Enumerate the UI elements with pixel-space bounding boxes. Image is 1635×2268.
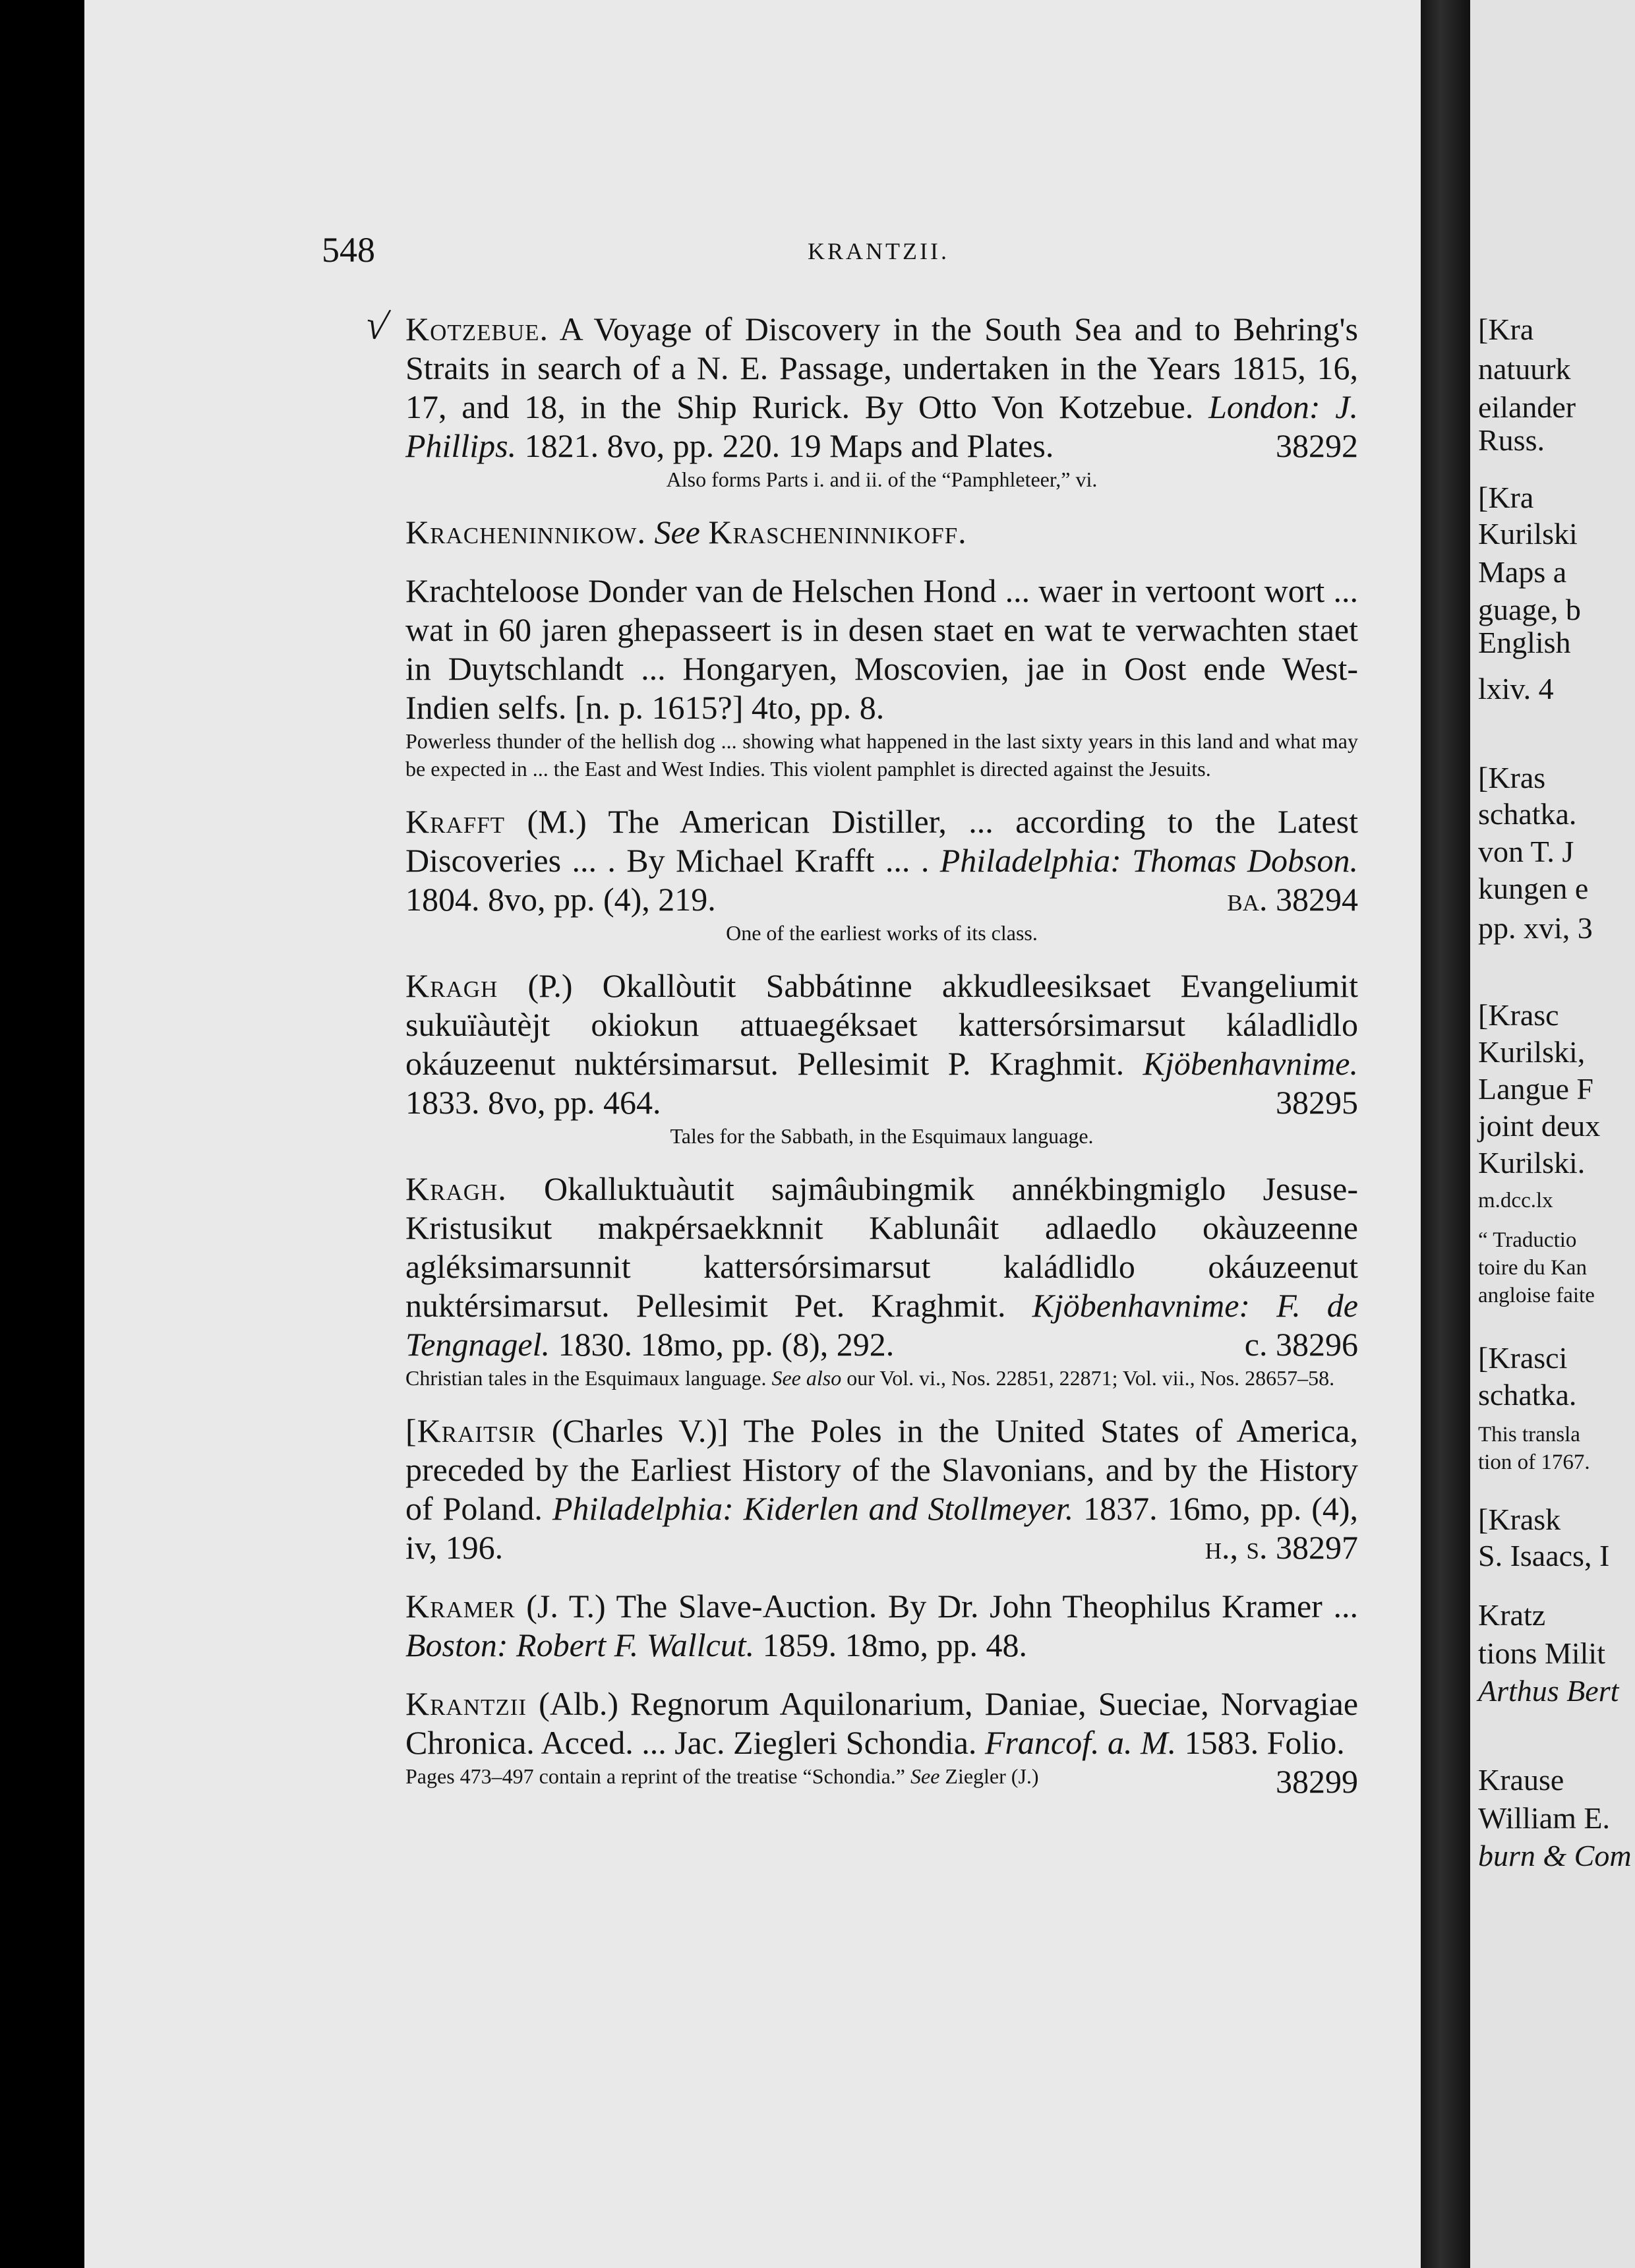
- see-reference-label: See: [654, 514, 700, 551]
- entry-krantzii: [405, 1685, 1359, 1800]
- right-line: [Kra: [1478, 313, 1534, 346]
- right-line: This transla: [1478, 1423, 1580, 1447]
- page-number: 548: [322, 230, 375, 270]
- right-line: [Kras: [1478, 761, 1546, 794]
- right-line: von T. J: [1478, 835, 1574, 868]
- right-line: eilander: [1478, 390, 1576, 424]
- entry-note: Powerless thunder of the hellish dog ... showing what happened in the last sixty years in this land and what may be expected in ... the East and West Indies. This violent pamphlet is directed against the Jesuits.: [405, 729, 1358, 781]
- entry-note-reference: our Vol. vi., Nos. 22851, 22871; Vol. vii., Nos. 28657–58.: [847, 1366, 1335, 1390]
- entry-text: (J. T.) The Slave-Auction. By Dr. John Theophilus Kramer ...: [526, 1588, 1358, 1625]
- entry-collation: 1833. 8vo, pp. 464.: [405, 1084, 661, 1121]
- book-gutter: [1421, 0, 1470, 2268]
- right-line: S. Isaacs, I: [1478, 1539, 1610, 1572]
- entry-number: 38295: [1276, 1084, 1358, 1121]
- right-line: Kurilski,: [1478, 1035, 1586, 1069]
- entry-collation: 1821. 8vo, pp. 220. 19 Maps and Plates.: [524, 427, 1054, 464]
- right-line: [Krask: [1478, 1503, 1561, 1536]
- entry-note: One of the earliest works of its class.: [726, 921, 1038, 945]
- right-line: Kratz: [1478, 1598, 1546, 1632]
- see-also-label: See also: [771, 1366, 842, 1390]
- entry-note-reference: Ziegler (J.): [945, 1764, 1039, 1788]
- entry-collation: 1859. 18mo, pp. 48.: [762, 1626, 1028, 1663]
- entry-text: (Charles V.)] The Poles in the United States of America, preceded by the Earliest History of the Slavonians, and by the History of Poland.: [405, 1412, 1358, 1527]
- entry-collation: 1830. 18mo, pp. (8), 292.: [558, 1326, 895, 1363]
- entry-number: h., s. 38297: [1204, 1529, 1358, 1566]
- entry-heading: Kracheninnikow.: [405, 514, 646, 551]
- right-line: Maps a: [1478, 555, 1567, 589]
- entry-imprint: Francof. a. M.: [984, 1724, 1177, 1761]
- right-line: burn & Com: [1478, 1839, 1632, 1872]
- entry-heading: Krantzii: [405, 1685, 527, 1722]
- right-line: toire du Kan: [1478, 1256, 1587, 1280]
- right-line: lxiv. 4: [1478, 672, 1554, 705]
- right-line: tion of 1767.: [1478, 1450, 1590, 1474]
- entry-note-text: Christian tales in the Esquimaux language.: [405, 1366, 767, 1390]
- right-line: Arthus Bert: [1478, 1674, 1619, 1708]
- entry-collation: 1583. Folio.: [1184, 1724, 1345, 1761]
- entry-imprint: London: J. Phillips.: [405, 388, 1359, 464]
- entry-kragh-1833: [405, 967, 1358, 1150]
- right-line: [Kra: [1478, 481, 1534, 514]
- checkmark-icon: √: [361, 302, 392, 349]
- entry-heading: Kragh.: [405, 1170, 507, 1207]
- entry-heading: [Kraitsir: [405, 1412, 536, 1449]
- running-head: KRANTZII.: [808, 238, 949, 264]
- right-line: Kurilski: [1478, 517, 1578, 551]
- entry-text: Okalluktuàutit sajmâubingmik annékbingmiglo Jesuse-Kristusikut makpérsaekknnit Kablunâit adlaedlo okàuzeenne agléksimarsunnit kattersórsimarsut kaládlidlo okáuzeenut nuktérsimarsut. Pellesimit Pet. Kraghmit.: [405, 1170, 1358, 1324]
- right-line: joint deux: [1478, 1109, 1601, 1143]
- right-line: pp. xvi, 3: [1478, 911, 1593, 945]
- entry-heading: Kramer: [405, 1588, 516, 1625]
- right-line: m.dcc.lx: [1478, 1189, 1553, 1212]
- right-line: tions Milit: [1478, 1636, 1605, 1670]
- entry-imprint: Boston: Robert F. Wallcut.: [405, 1626, 755, 1663]
- right-line: Russ.: [1478, 423, 1545, 457]
- entry-heading: Kotzebue.: [405, 311, 549, 347]
- entry-text: A Voyage of Discovery in the South Sea and to Behring's Straits in search of a N. E. Passage, undertaken in the Years 1815, 16, 17, and 18, in the Ship Rurick. By Otto Von Kotzebue.: [405, 311, 1359, 425]
- entry-kotzebue: [405, 310, 1358, 493]
- see-label: See: [910, 1764, 940, 1788]
- entry-imprint: Kjöbenhavnime.: [1143, 1045, 1358, 1082]
- entry-imprint: Philadelphia: Kiderlen and Stollmeyer.: [552, 1490, 1074, 1527]
- entry-number: c. 38296: [1244, 1326, 1358, 1363]
- entry-text: (Alb.) Regnorum Aquilonarium, Daniae, Sueciae, Norvagiae Chronica. Acced. ... Jac. Ziegleri Schondia.: [405, 1685, 1359, 1761]
- entry-imprint: Kjöbenhavnime: F. de Tengnagel.: [405, 1287, 1359, 1363]
- entry-krafft: [405, 802, 1358, 947]
- right-line: English: [1478, 626, 1571, 659]
- entry-list: [405, 310, 1358, 1810]
- entry-text: Krachteloose Donder van de Helschen Hond ... waer in vertoont wort ... wat in 60 jaren ghepasseert is in desen staet en wat te verwachten staet in Duytschlandt ... Hongaryen, Moscovien, jae in Oost ende West-Indien selfs. [n. p. 1615?] 4to, pp. 8.: [405, 572, 1358, 726]
- right-line: “ Traductio: [1478, 1228, 1577, 1252]
- entry-text: (P.) Okallòutit Sabbátinne akkudleesiksaet Evangeliumit sukuïàutèjt okiokun attuaegéksaet kattersórsimarsut káladlidlo okáuzeenut nuktérsimarsut. Pellesimit P. Kraghmit.: [405, 967, 1358, 1082]
- entry-krachteloose-donder: [405, 572, 1358, 783]
- right-line: natuurk: [1478, 352, 1571, 386]
- right-line: Kurilski.: [1478, 1146, 1586, 1179]
- entry-kraitsir: [405, 1412, 1358, 1567]
- entry-note-text: Pages 473–497 contain a reprint of the treatise “Schondia.”: [405, 1764, 905, 1788]
- entry-collation: 1804. 8vo, pp. (4), 219.: [405, 881, 716, 918]
- entry-note: Also forms Parts i. and ii. of the “Pamphleteer,” vi.: [666, 467, 1098, 491]
- entry-number: 38299: [1276, 1763, 1358, 1800]
- right-line: [Krasc: [1478, 998, 1559, 1032]
- cross-reference: Krascheninnikoff.: [708, 514, 967, 551]
- right-line: angloise faite: [1478, 1284, 1595, 1307]
- entry-note: Tales for the Sabbath, in the Esquimaux language.: [670, 1124, 1094, 1148]
- right-line: William E.: [1478, 1801, 1610, 1835]
- entry-number: 38292: [1276, 427, 1358, 464]
- right-line: Krause: [1478, 1763, 1564, 1797]
- entry-heading: Kragh: [405, 967, 498, 1004]
- entry-note: [405, 1364, 1358, 1392]
- right-line: schatka.: [1478, 1378, 1577, 1412]
- right-line: [Krasci: [1478, 1341, 1568, 1375]
- right-line: guage, b: [1478, 593, 1581, 626]
- right-page-fragment: [1470, 0, 1635, 2268]
- entry-number: ba. 38294: [1227, 881, 1358, 918]
- entry-collation: 1837. 16mo, pp. (4), iv, 196.: [405, 1490, 1359, 1566]
- entry-heading: Krafft: [405, 803, 506, 840]
- entry-kramer: [405, 1587, 1358, 1665]
- entry-text: (M.) The American Distiller, ... according to the Latest Discoveries ... . By Michael Krafft ... .: [405, 803, 1359, 879]
- entry-note: [405, 1762, 1358, 1790]
- entry-kragh-1830: [405, 1170, 1358, 1392]
- right-line: Langue F: [1478, 1072, 1594, 1106]
- entry-imprint: Philadelphia: Thomas Dobson.: [939, 842, 1358, 879]
- right-line: schatka.: [1478, 797, 1577, 831]
- right-line: kungen e: [1478, 872, 1589, 905]
- entry-kracheninnikow: [405, 513, 1358, 552]
